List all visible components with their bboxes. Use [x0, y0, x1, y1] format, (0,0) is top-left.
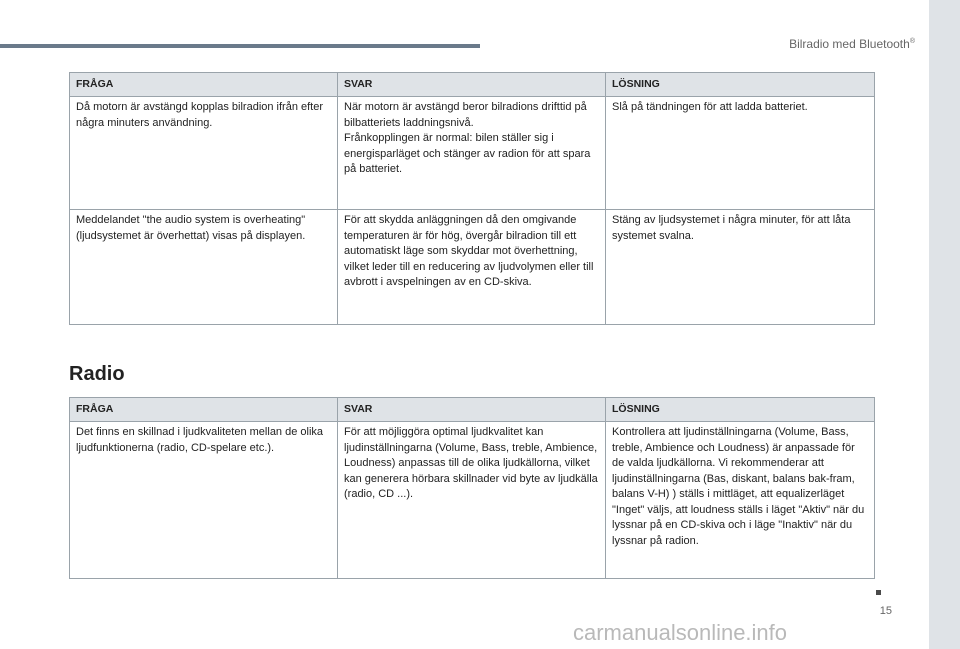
- column-header-answer: SVAR: [338, 73, 606, 97]
- column-header-solution: LÖSNING: [606, 73, 875, 97]
- watermark: carmanualsonline.info: [573, 620, 788, 645]
- answer-cell: För att möjliggöra optimal ljudkvalitet kan ljudinställningarna (Volume, Bass, treble, Ambience, Loudness) anpassas till de olika ljudkällorna, vilket kan generera hörbara skillnader vid byte av ljudkälla (radio, CD ...).: [338, 422, 606, 579]
- faq-table-general: [69, 72, 875, 325]
- solution-cell: Slå på tändningen för att ladda batteriet.: [606, 97, 875, 210]
- question-cell: Då motorn är avstängd kopplas bilradion ifrån efter några minuters användning.: [70, 97, 338, 210]
- solution-cell: Kontrollera att ljudinställningarna (Volume, Bass, treble, Ambience och Loudness) är anpassade för de valda ljudkällorna. Vi rekommenderar att ljudinställningarna (Bas, diskant, balans bak-fram, balans V-H) ) ställs i mittläget, att equalizerläget "Inget" väljs, att loudness ställs i läget "Aktiv" när du lyssnar på en CD-skiva och i läge "Inaktiv" när du lyssnar på radion.: [606, 422, 875, 579]
- answer-cell: När motorn är avstängd beror bilradions drifttid på bilbatteriets laddningsnivå. Frånkopplingen är normal: bilen ställer sig i energisparläget och stänger av radion för att spara på batteriet.: [338, 97, 606, 210]
- table-row: [70, 97, 875, 210]
- column-header-solution: LÖSNING: [606, 398, 875, 422]
- table-header-row: [70, 398, 875, 422]
- page-marker: [876, 590, 881, 595]
- column-header-question: FRÅGA: [70, 73, 338, 97]
- table-row: [70, 422, 875, 579]
- table-row: [70, 210, 875, 325]
- question-cell: Meddelandet "the audio system is overheating" (ljudsystemet är överhettat) visas på displayen.: [70, 210, 338, 325]
- table-header-row: [70, 73, 875, 97]
- question-cell: Det finns en skillnad i ljudkvaliteten mellan de olika ljudfunktionerna (radio, CD-spelare etc.).: [70, 422, 338, 579]
- side-band: [929, 0, 960, 649]
- header-rule: [0, 44, 480, 48]
- section-title-radio: Radio: [69, 363, 125, 385]
- page-number: 15: [879, 605, 892, 617]
- solution-cell: Stäng av ljudsystemet i några minuter, för att låta systemet svalna.: [606, 210, 875, 325]
- page-header-title: Bilradio med Bluetooth®: [789, 37, 915, 51]
- column-header-question: FRÅGA: [70, 398, 338, 422]
- column-header-answer: SVAR: [338, 398, 606, 422]
- faq-table-radio: [69, 397, 875, 579]
- answer-cell: För att skydda anläggningen då den omgivande temperaturen är för hög, övergår bilradion till ett automatiskt läge som skyddar mot överhettning, vilket leder till en reducering av ljudvolymen eller till avbrott i avspelningen av en CD-skiva.: [338, 210, 606, 325]
